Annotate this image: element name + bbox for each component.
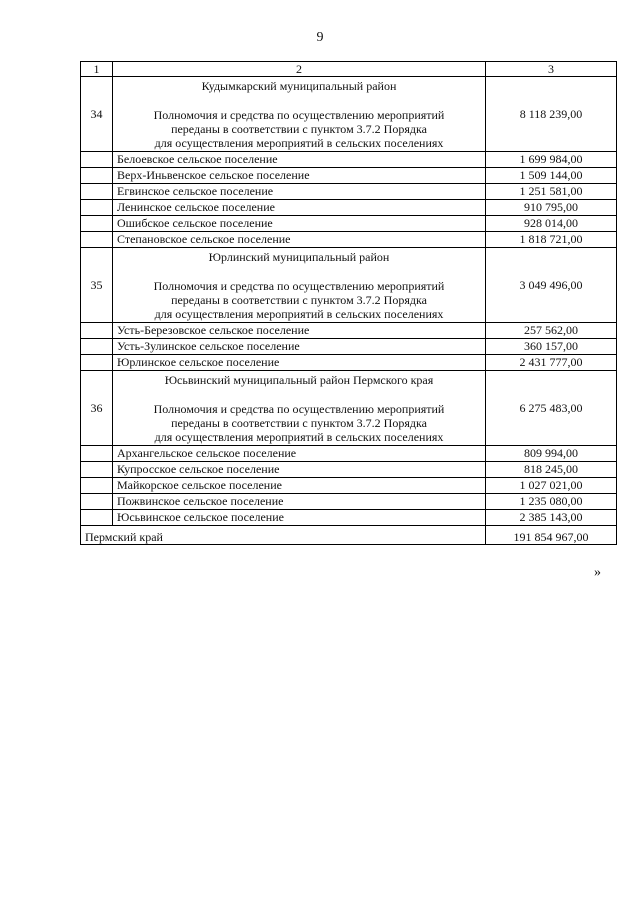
district-text-line: для осуществления мероприятий в сельских поселениях xyxy=(154,136,444,150)
settlement-row xyxy=(81,200,617,216)
district-number: 36 xyxy=(81,371,113,446)
district-text-line: Полномочия и средства по осуществлению мероприятий xyxy=(153,279,445,293)
settlement-name: Верх-Иньвенское сельское поселение xyxy=(113,168,486,184)
settlement-row xyxy=(81,339,617,355)
district-text-line: для осуществления мероприятий в сельских поселениях xyxy=(154,307,444,321)
district-text-line: переданы в соответствии с пунктом 3.7.2 Порядка xyxy=(171,293,427,307)
closing-quote: » xyxy=(594,565,601,580)
district-number: 34 xyxy=(81,77,113,152)
district-amount: 8 118 239,00 xyxy=(486,77,617,152)
settlement-row xyxy=(81,478,617,494)
total-label: Пермский край xyxy=(81,526,486,545)
settlement-number-cell xyxy=(81,323,113,339)
settlement-amount: 1 027 021,00 xyxy=(486,478,617,494)
settlement-number-cell xyxy=(81,494,113,510)
district-name: Юрлинский муниципальный район xyxy=(208,250,390,264)
settlement-name: Юрлинское сельское поселение xyxy=(113,355,486,371)
settlement-amount: 910 795,00 xyxy=(486,200,617,216)
settlement-row xyxy=(81,355,617,371)
district-text xyxy=(117,279,481,321)
settlement-number-cell xyxy=(81,339,113,355)
settlement-amount: 257 562,00 xyxy=(486,323,617,339)
district-text-line: Полномочия и средства по осуществлению мероприятий xyxy=(153,402,445,416)
settlement-name: Пожвинское сельское поселение xyxy=(113,494,486,510)
district-text-line: Полномочия и средства по осуществлению мероприятий xyxy=(153,108,445,122)
settlement-row xyxy=(81,446,617,462)
settlement-name: Ленинское сельское поселение xyxy=(113,200,486,216)
settlement-amount: 1 509 144,00 xyxy=(486,168,617,184)
district-name: Кудымкарский муниципальный район xyxy=(201,79,397,93)
district-text-line: переданы в соответствии с пунктом 3.7.2 Порядка xyxy=(171,122,427,136)
district-row xyxy=(81,248,617,323)
settlement-name: Майкорское сельское поселение xyxy=(113,478,486,494)
settlement-name: Степановское сельское поселение xyxy=(113,232,486,248)
settlement-amount: 1 699 984,00 xyxy=(486,152,617,168)
settlement-number-cell xyxy=(81,184,113,200)
settlement-name: Белоевское сельское поселение xyxy=(113,152,486,168)
settlement-number-cell xyxy=(81,200,113,216)
settlement-row xyxy=(81,152,617,168)
settlement-amount: 1 818 721,00 xyxy=(486,232,617,248)
total-row xyxy=(81,526,617,545)
settlement-row xyxy=(81,494,617,510)
settlement-name: Усть-Березовское сельское поселение xyxy=(113,323,486,339)
district-text xyxy=(117,108,481,150)
settlement-row xyxy=(81,462,617,478)
district-name: Юсьвинский муниципальный район Пермского края xyxy=(164,373,434,387)
settlement-number-cell xyxy=(81,462,113,478)
district-description xyxy=(113,77,486,152)
settlement-number-cell xyxy=(81,232,113,248)
settlement-amount: 360 157,00 xyxy=(486,339,617,355)
header-col-3: 3 xyxy=(486,62,617,77)
page-number: 9 xyxy=(316,30,324,45)
settlement-name: Архангельское сельское поселение xyxy=(113,446,486,462)
district-amount: 3 049 496,00 xyxy=(486,248,617,323)
district-row xyxy=(81,77,617,152)
district-description xyxy=(113,248,486,323)
district-text-line: для осуществления мероприятий в сельских поселениях xyxy=(154,430,444,444)
settlement-name: Купросское сельское поселение xyxy=(113,462,486,478)
settlement-amount: 2 385 143,00 xyxy=(486,510,617,526)
settlement-amount: 818 245,00 xyxy=(486,462,617,478)
settlement-number-cell xyxy=(81,446,113,462)
settlement-name: Ошибское сельское поселение xyxy=(113,216,486,232)
settlement-row xyxy=(81,323,617,339)
header-col-1: 1 xyxy=(81,62,113,77)
settlement-amount: 1 235 080,00 xyxy=(486,494,617,510)
table-header-row xyxy=(81,62,617,77)
settlement-amount: 1 251 581,00 xyxy=(486,184,617,200)
district-text xyxy=(117,402,481,444)
settlement-row xyxy=(81,168,617,184)
total-amount: 191 854 967,00 xyxy=(486,526,617,545)
settlement-row xyxy=(81,510,617,526)
district-number: 35 xyxy=(81,248,113,323)
settlement-number-cell xyxy=(81,152,113,168)
settlement-row xyxy=(81,184,617,200)
settlement-amount: 928 014,00 xyxy=(486,216,617,232)
district-row xyxy=(81,371,617,446)
header-col-2: 2 xyxy=(113,62,486,77)
settlement-number-cell xyxy=(81,216,113,232)
settlement-amount: 2 431 777,00 xyxy=(486,355,617,371)
settlement-name: Егвинское сельское поселение xyxy=(113,184,486,200)
settlement-number-cell xyxy=(81,478,113,494)
settlement-number-cell xyxy=(81,355,113,371)
district-description xyxy=(113,371,486,446)
district-text-line: переданы в соответствии с пунктом 3.7.2 Порядка xyxy=(171,416,427,430)
settlement-number-cell xyxy=(81,510,113,526)
settlement-amount: 809 994,00 xyxy=(486,446,617,462)
settlement-name: Юсьвинское сельское поселение xyxy=(113,510,486,526)
district-amount: 6 275 483,00 xyxy=(486,371,617,446)
settlement-row xyxy=(81,216,617,232)
settlement-row xyxy=(81,232,617,248)
allocation-table xyxy=(80,61,617,545)
settlement-number-cell xyxy=(81,168,113,184)
settlement-name: Усть-Зулинское сельское поселение xyxy=(113,339,486,355)
